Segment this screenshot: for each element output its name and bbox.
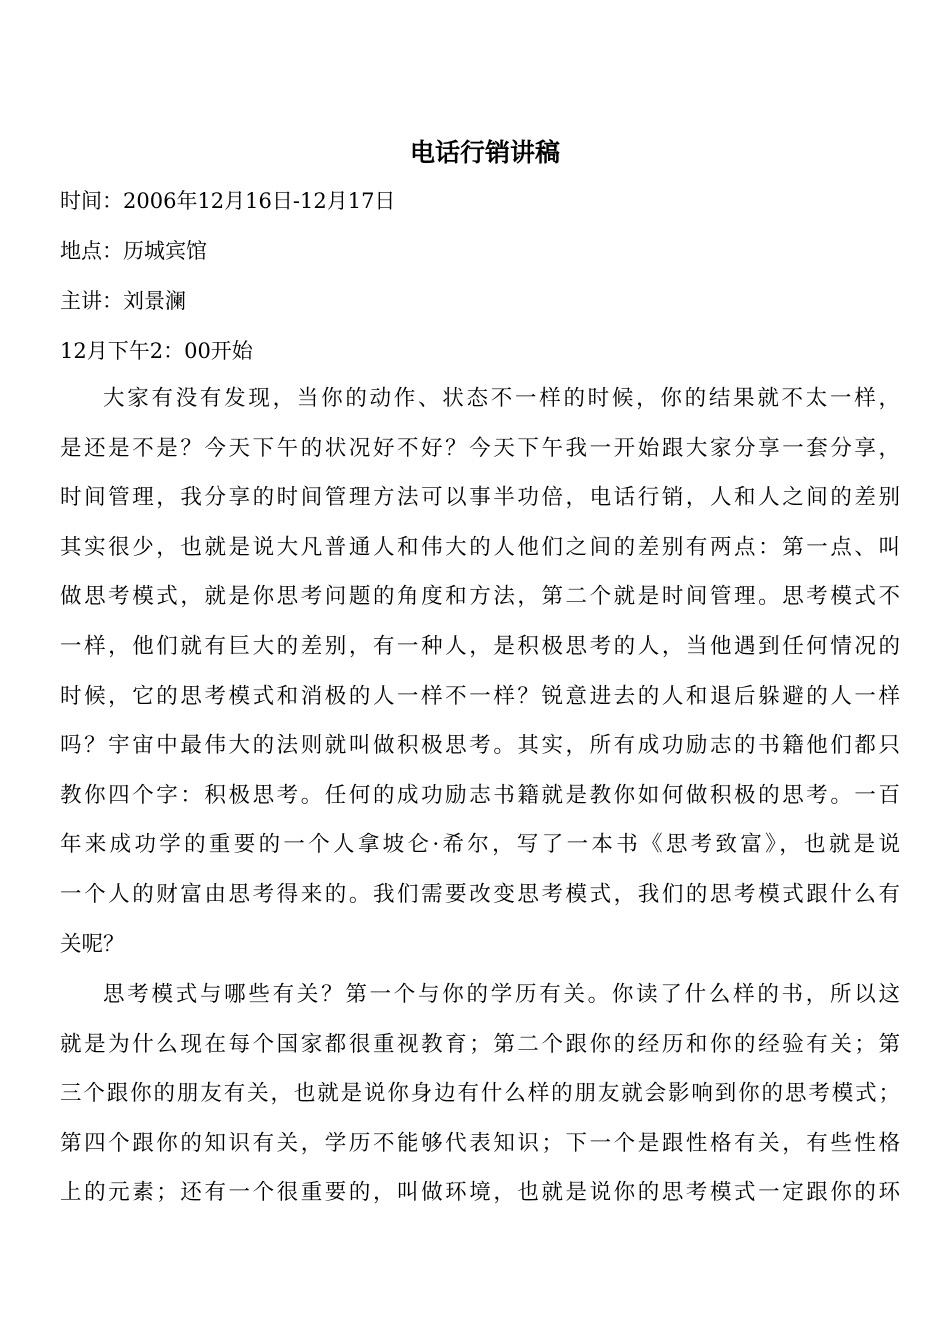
paragraph-line: 一个人的财富由思考得来的。我们需要改变思考模式，我们的思考模式跟什么有 [60, 881, 900, 907]
paragraph-line: 上的元素；还有一个很重要的，叫做环境，也就是说你的思考模式一定跟你的环 [60, 1180, 900, 1206]
paragraph-line: 时候，它的思考模式和消极的人一样不一样？锐意进去的人和退后躲避的人一样 [60, 683, 900, 709]
paragraph-line: 第四个跟你的知识有关，学历不能够代表知识；下一个是跟性格有关，有些性格 [60, 1130, 900, 1156]
paragraph-line: 关呢？ [60, 931, 125, 957]
body-paragraph [60, 374, 900, 969]
paragraph-line: 其实很少，也就是说大凡普通人和伟大的人他们之间的差别有两点：第一点、叫 [60, 534, 900, 560]
document-title: 电话行销讲稿 [409, 138, 560, 167]
paragraph-line: 吗？宇宙中最伟大的法则就叫做积极思考。其实，所有成功励志的书籍他们都只 [60, 733, 900, 759]
paragraph-line: 一样，他们就有巨大的差别，有一种人，是积极思考的人，当他遇到任何情况的 [60, 633, 900, 659]
paragraph-line: 做思考模式，就是你思考问题的角度和方法，第二个就是时间管理。思考模式不 [60, 584, 900, 610]
paragraph-line: 年来成功学的重要的一个人拿坡仑·希尔，写了一本书《思考致富》，也就是说 [60, 832, 900, 858]
paragraph-line: 时间管理，我分享的时间管理方法可以事半功倍，电话行销，人和人之间的差别 [60, 485, 900, 511]
paragraph-line: 三个跟你的朋友有关，也就是说你身边有什么样的朋友就会影响到你的思考模式； [60, 1081, 900, 1107]
meta-start-time: 12月下午2：00开始 [60, 339, 253, 363]
paragraph-line: 教你四个字：积极思考。任何的成功励志书籍就是教你如何做积极的思考。一百 [60, 782, 900, 808]
meta-place: 地点：历城宾馆 [60, 239, 207, 263]
body-paragraph [60, 970, 900, 1218]
paragraph-line: 是还是不是？今天下午的状况好不好？今天下午我一开始跟大家分享一套分享， [60, 435, 900, 461]
paragraph-line: 思考模式与哪些有关？第一个与你的学历有关。你读了什么样的书，所以这 [103, 982, 900, 1007]
meta-time: 时间：2006年12月16日-12月17日 [60, 189, 396, 213]
paragraph-line: 大家有没有发现，当你的动作、状态不一样的时候，你的结果就不太一样， [103, 386, 900, 411]
meta-speaker: 主讲：刘景澜 [60, 289, 186, 313]
paragraph-line: 就是为什么现在每个国家都很重视教育；第二个跟你的经历和你的经验有关；第 [60, 1031, 900, 1057]
